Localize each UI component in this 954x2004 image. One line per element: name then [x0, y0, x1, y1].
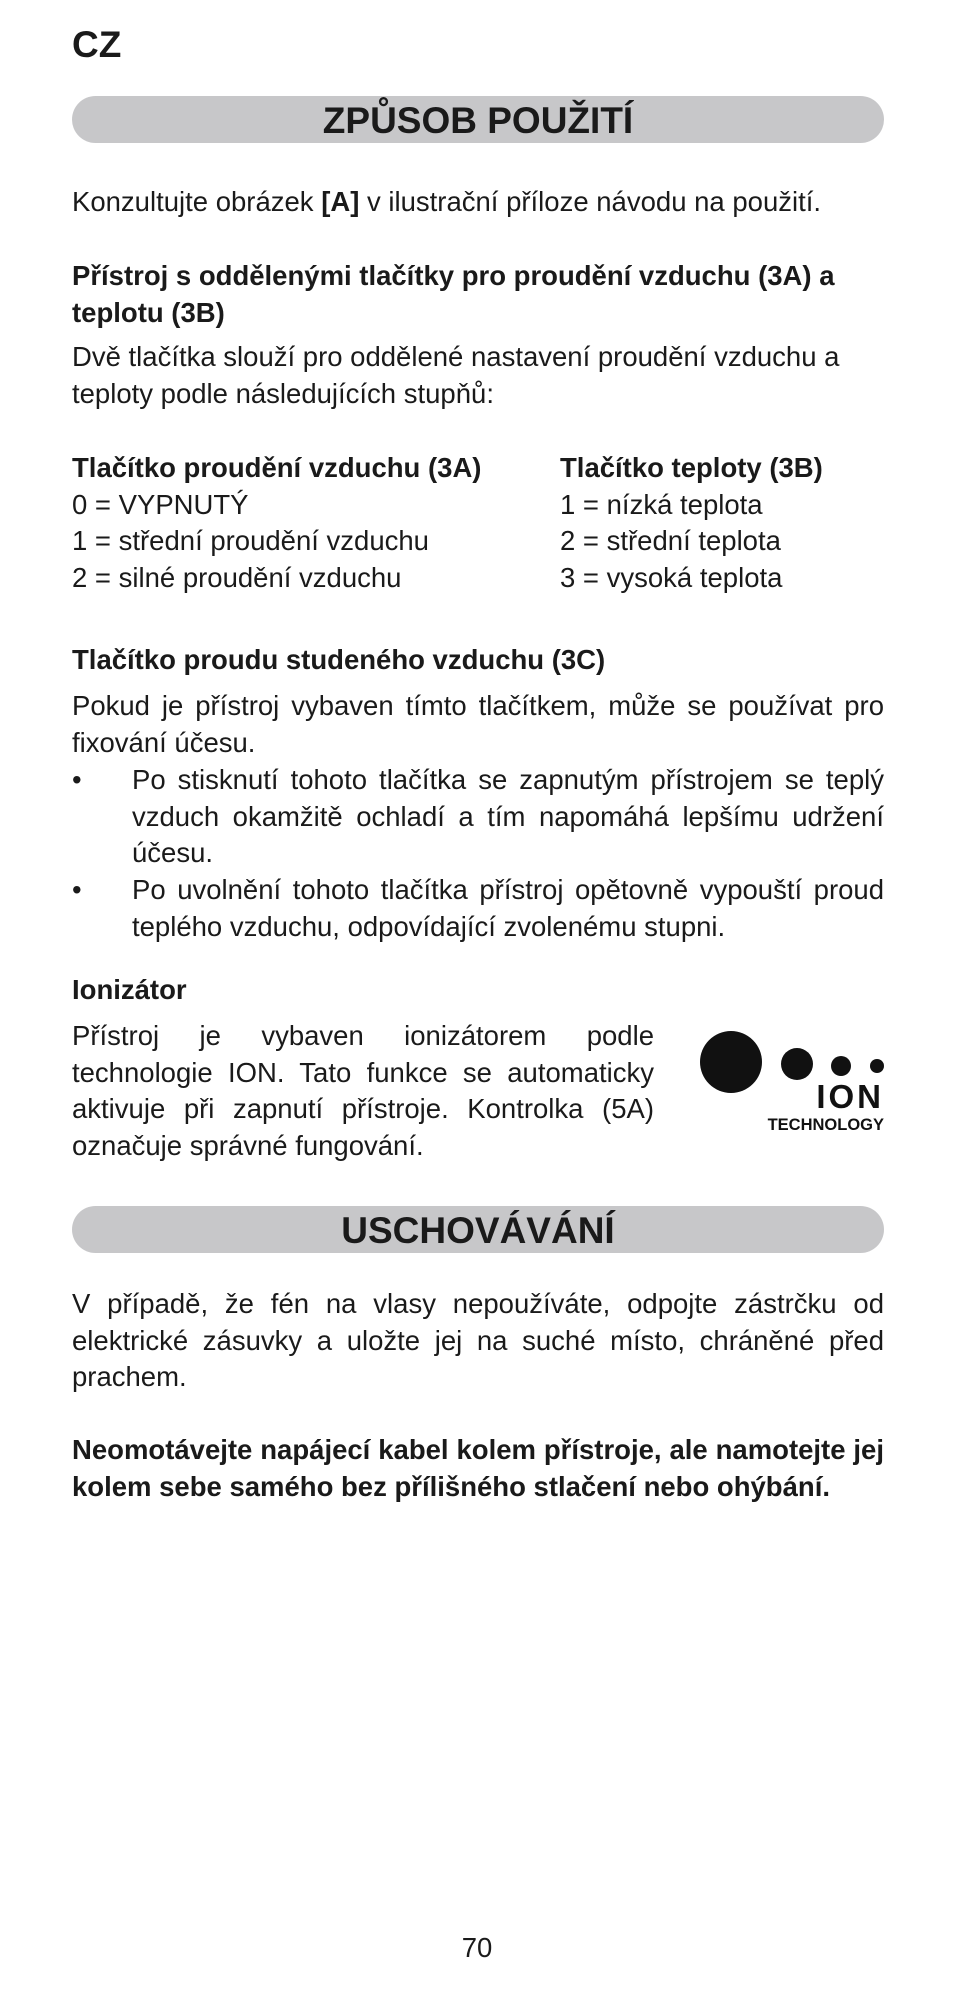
ion-large-dot-icon: [700, 1031, 762, 1093]
page-number: 70: [461, 1932, 493, 1963]
ion-logo-word: ION: [816, 1078, 884, 1115]
storage-text: V případě, že fén na vlasy nepoužíváte, odpojte zástrčku od elektrické zásuvky a uložte jej na suché místo, chráněné před prachem.: [72, 1288, 884, 1392]
airflow-level-item: 2 = silné proudění vzduchu: [72, 561, 402, 593]
temperature-level-item: 2 = střední teplota: [560, 525, 781, 556]
airflow-level-item: 1 = střední proudění vzduchu: [72, 525, 429, 556]
ionizer-heading: Ionizátor: [72, 974, 187, 1005]
ion-small-dot-icon: [831, 1056, 851, 1076]
temperature-level-item: 3 = vysoká teplota: [560, 561, 783, 593]
language-code: CZ: [72, 24, 122, 65]
bullet-icon: •: [72, 764, 82, 795]
figure-reference: [A]: [321, 186, 360, 217]
ion-tiny-dot-icon: [870, 1059, 884, 1073]
usage-intro-prefix: Konzultujte obrázek: [72, 186, 322, 217]
temperature-level-item: 1 = nízká teplota: [560, 488, 763, 520]
ion-medium-dot-icon: [781, 1048, 813, 1080]
storage-section-title: USCHOVÁVÁNÍ: [72, 1206, 884, 1253]
temperature-button-column: [560, 450, 823, 596]
usage-intro: [72, 184, 884, 221]
ion-logo-subword: TECHNOLOGY: [767, 1116, 884, 1134]
cold-shot-text: Pokud je přístroj vybaven tímto tlačítkem, může se používat pro fixování účesu.: [72, 690, 884, 758]
usage-intro-suffix: v ilustrační příloze návodu na použití.: [359, 186, 822, 217]
airflow-level-item: 0 = VYPNUTÝ: [72, 488, 249, 520]
temperature-button-heading: Tlačítko teploty (3B): [560, 452, 823, 483]
bullet-text: Po stisknutí tohoto tlačítka se zapnutým přístrojem se teplý vzduch okamžitě ochladí a tím napomáhá lepšímu udržení účesu.: [132, 764, 884, 868]
airflow-button-heading: Tlačítko proudění vzduchu (3A): [72, 452, 482, 483]
usage-section-title: ZPŮSOB POUŽITÍ: [72, 96, 884, 143]
bullet-text: Po uvolnění tohoto tlačítka přístroj opětovně vypouští proud teplého vzduchu, odpovídající zvolenému stupni.: [132, 874, 884, 942]
separate-buttons-heading: Přístroj s oddělenými tlačítky pro proudění vzduchu (3A) a teplotu (3B): [72, 260, 835, 328]
airflow-button-column: [72, 450, 481, 596]
ionizer-text: Přístroj je vybaven ionizátorem podle technologie ION. Tato funkce se automaticky aktivuje při zapnutí přístroje. Kontrolka (5A) označuje správné fungování.: [72, 1020, 654, 1161]
cold-shot-heading: Tlačítko proudu studeného vzduchu (3C): [72, 644, 606, 675]
ion-technology-logo: [700, 1030, 886, 1140]
storage-warning: Neomotávejte napájecí kabel kolem přístroje, ale namotejte jej kolem sebe samého bez přílišného stlačení nebo ohýbání.: [72, 1434, 884, 1502]
bullet-icon: •: [72, 874, 82, 905]
separate-buttons-text: Dvě tlačítka slouží pro oddělené nastavení proudění vzduchu a teploty podle následujících stupňů:: [72, 341, 840, 409]
